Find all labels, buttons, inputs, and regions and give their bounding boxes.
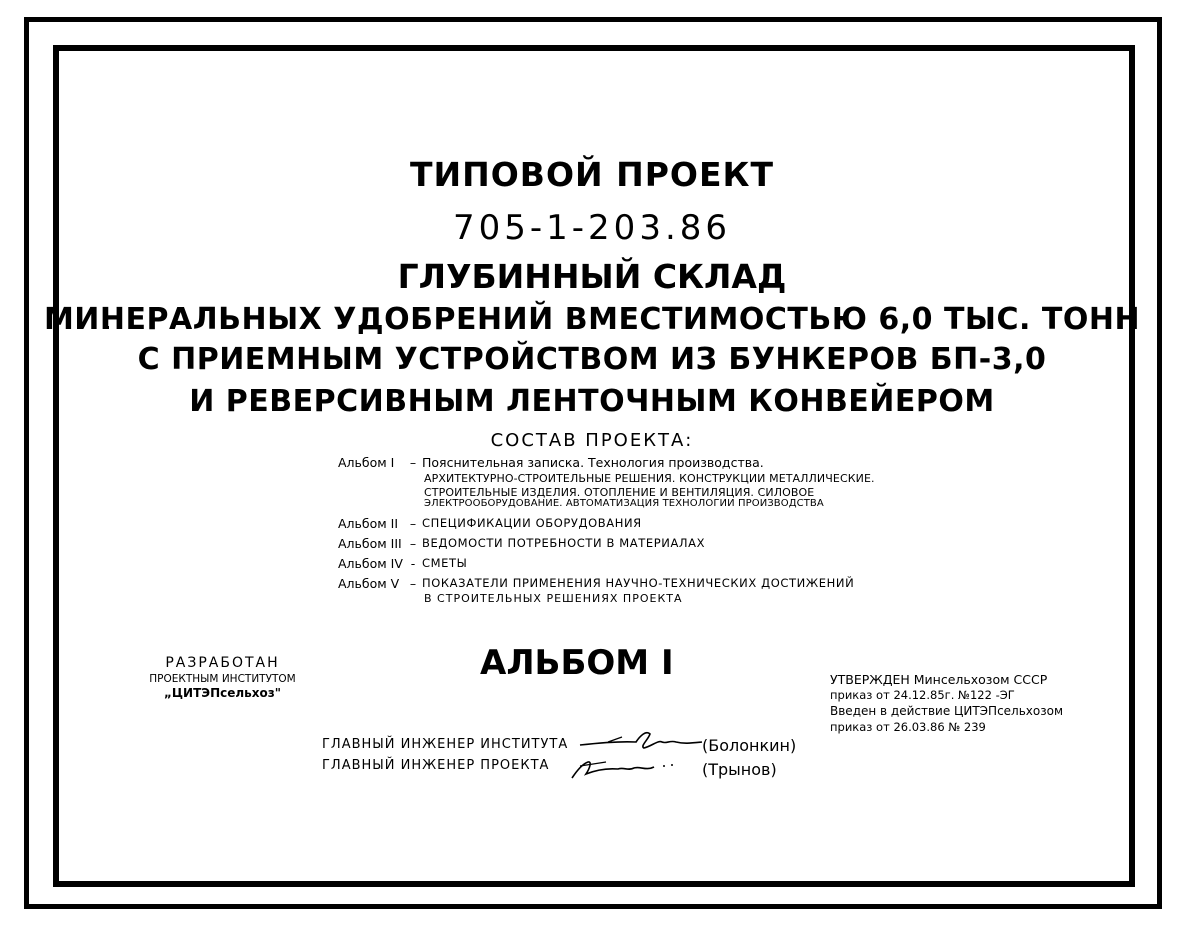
album-label: АЛЬБОМ I <box>480 643 674 683</box>
approval-line-4: приказ от 26.03.86 № 239 <box>830 720 986 734</box>
album-4-line-1: СМЕТЫ <box>422 556 468 570</box>
album-4-row <box>338 556 467 571</box>
signature-1-icon <box>578 726 704 754</box>
signature-name-2: (Трынов) <box>702 760 777 779</box>
signature-role-2: ГЛАВНЫЙ ИНЖЕНЕР ПРОЕКТА <box>322 758 550 773</box>
album-1-label: Альбом I <box>338 455 395 470</box>
approval-line-2: приказ от 24.12.85г. №122 -ЭГ <box>830 688 1015 702</box>
developer-org-type: ПРОЕКТНЫМ ИНСТИТУТОМ <box>149 673 296 685</box>
project-name-line-4: И РЕВЕРСИВНЫМ ЛЕНТОЧНЫМ КОНВЕЙЕРОМ <box>189 384 995 419</box>
album-5-line-1: ПОКАЗАТЕЛИ ПРИМЕНЕНИЯ НАУЧНО-ТЕХНИЧЕСКИХ ДОСТИЖЕНИЙ <box>422 576 855 590</box>
album-3-row <box>338 536 705 551</box>
project-name-line-2: МИНЕРАЛЬНЫХ УДОБРЕНИЙ ВМЕСТИМОСТЬЮ 6,0 ТЫС. ТОНН <box>43 302 1141 337</box>
album-5-line-2: В СТРОИТЕЛЬНЫХ РЕШЕНИЯХ ПРОЕКТА <box>424 592 683 605</box>
album-1-line-2: АРХИТЕКТУРНО-СТРОИТЕЛЬНЫЕ РЕШЕНИЯ. КОНСТРУКЦИИ МЕТАЛЛИЧЕСКИЕ. <box>424 472 875 485</box>
album-5-row <box>338 576 854 591</box>
album-2-label: Альбом II <box>338 516 399 531</box>
project-number: 705-1-203.86 <box>452 208 732 248</box>
album-3-label: Альбом III <box>338 536 402 551</box>
composition-heading: СОСТАВ ПРОЕКТА: <box>490 430 694 451</box>
album-3-dash: – <box>409 536 417 551</box>
album-5-dash: – <box>409 576 417 591</box>
album-1-line-3: СТРОИТЕЛЬНЫЕ ИЗДЕЛИЯ. ОТОПЛЕНИЕ И ВЕНТИЛЯЦИЯ. СИЛОВОЕ <box>424 486 815 499</box>
approval-line-1: УТВЕРЖДЕН Минсельхозом СССР <box>830 672 1048 687</box>
document-type-title: ТИПОВОЙ ПРОЕКТ <box>410 155 774 194</box>
album-1-dash: – <box>409 455 417 470</box>
album-2-dash: – <box>409 516 417 531</box>
album-4-dash: - <box>410 556 416 571</box>
signature-2-icon <box>566 752 686 782</box>
album-4-label: Альбом IV <box>338 556 403 571</box>
album-1-line-1: Пояснительная записка. Технология производства. <box>422 455 764 470</box>
developer-heading: РАЗРАБОТАН <box>165 655 280 671</box>
developer-org-name: „ЦИТЭПсельхоз" <box>164 686 281 700</box>
album-2-line-1: СПЕЦИФИКАЦИИ ОБОРУДОВАНИЯ <box>422 516 642 530</box>
album-1-line-4: ЭЛЕКТРООБОРУДОВАНИЕ. АВТОМАТИЗАЦИЯ ТЕХНОЛОГИИ ПРОИЗВОДСТВА <box>424 498 824 509</box>
album-1-row <box>338 455 764 470</box>
signature-name-1: (Болонкин) <box>702 736 797 755</box>
album-3-line-1: ВЕДОМОСТИ ПОТРЕБНОСТИ В МАТЕРИАЛАХ <box>422 536 706 550</box>
project-name-line-3: С ПРИЕМНЫМ УСТРОЙСТВОМ ИЗ БУНКЕРОВ БП-3,0 <box>137 342 1047 377</box>
approval-line-3: Введен в действие ЦИТЭПсельхозом <box>830 704 1064 718</box>
album-2-row <box>338 516 642 531</box>
signature-role-1: ГЛАВНЫЙ ИНЖЕНЕР ИНСТИТУТА <box>322 737 569 752</box>
project-name-line-1: ГЛУБИННЫЙ СКЛАД <box>397 257 787 296</box>
album-5-label: Альбом V <box>338 576 400 591</box>
